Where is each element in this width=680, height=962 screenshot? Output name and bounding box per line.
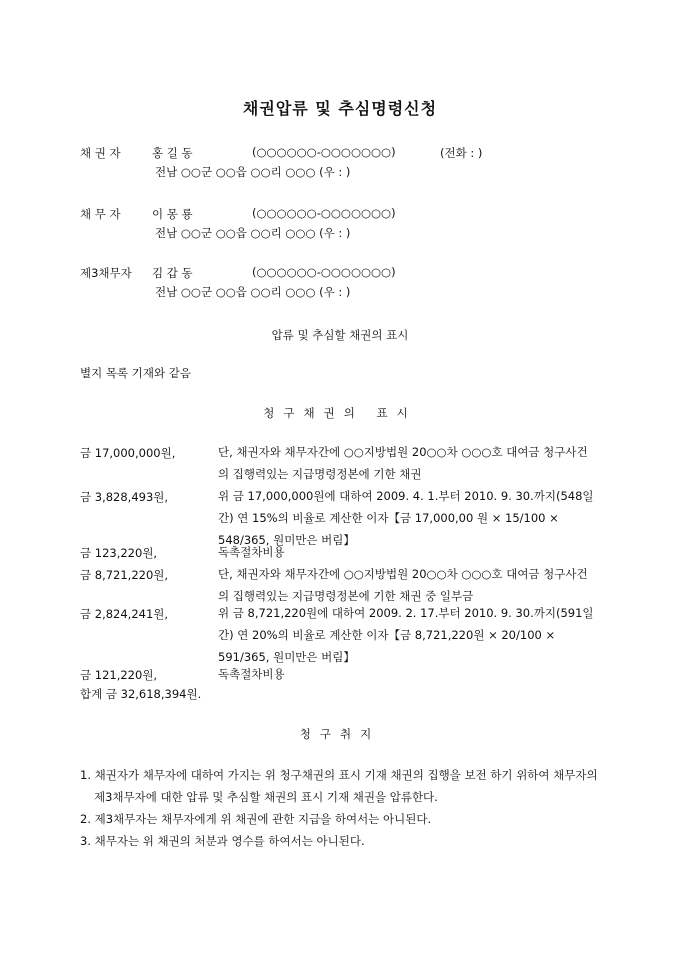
document-title: 채권압류 및 추심명령신청 — [242, 99, 438, 118]
claim-amount-6: 금 121,220원, — [80, 668, 158, 682]
purpose-list — [80, 764, 604, 852]
claim-amount-5: 금 2,824,241원, — [80, 607, 169, 621]
creditor-label: 채 권 자 — [80, 146, 121, 160]
debtor-label: 채 무 자 — [80, 207, 121, 221]
claim-amount-1: 금 17,000,000원, — [80, 446, 176, 460]
third-debtor-id: (○○○○○○-○○○○○○○) — [252, 265, 396, 279]
third-debtor-label: 제3채무자 — [80, 266, 132, 280]
claim-desc-4: 단, 채권자와 채무자간에 ○○지방법원 20○○차 ○○○호 대여금 청구사건의 집행력있는 지급명령정본에 기한 채권 중 일부금 — [218, 567, 588, 603]
purpose-heading: 청구취지 — [299, 727, 381, 741]
claim-amount-3: 금 123,220원, — [80, 546, 158, 560]
claim-amount-2: 금 3,828,493원, — [80, 490, 169, 504]
creditor-phone: (전화 : ) — [440, 146, 483, 160]
debtor-address: 전남 ○○군 ○○읍 ○○리 ○○○ (우 : ) — [155, 226, 351, 240]
purpose-item-2: 2. 제3채무자는 채무자에게 위 채권에 관한 지급을 하여서는 아니된다. — [80, 812, 432, 826]
claim-total: 합계 금 32,618,394원. — [80, 687, 202, 701]
claim-desc-2: 위 금 17,000,000원에 대하여 2009. 4. 1.부터 2010. 9. 30.까지(548일간) 연 15%의 비율로 계산한 이자【금 17,000,00 원 × 15/100 × 548/365, 원미만은 버림】 — [218, 489, 594, 547]
third-debtor-address: 전남 ○○군 ○○읍 ○○리 ○○○ (우 : ) — [155, 285, 351, 299]
debtor-name: 이 몽 룡 — [152, 207, 193, 221]
claim-heading: 청구채권의 표시 — [263, 406, 417, 420]
creditor-name: 홍 길 동 — [152, 146, 193, 160]
purpose-item-3: 3. 채무자는 위 채권의 처분과 영수를 하여서는 아니된다. — [80, 834, 365, 848]
claim-amount-4: 금 8,721,220원, — [80, 568, 169, 582]
third-debtor-name: 김 갑 동 — [152, 266, 193, 280]
seizure-text: 별지 목록 기재와 같음 — [80, 366, 191, 380]
creditor-id: (○○○○○○-○○○○○○○) — [252, 145, 396, 159]
claim-desc-5: 위 금 8,721,220원에 대하여 2009. 2. 17.부터 2010. 9. 30.까지(591일간) 연 20%의 비율로 계산한 이자【금 8,721,220원 × 20/100 × 591/365, 원미만은 버림】 — [218, 606, 594, 664]
seizure-heading: 압류 및 추심할 채권의 표시 — [271, 328, 409, 342]
purpose-item-1: 1. 채권자가 채무자에 대하여 가지는 위 청구채권의 표시 기재 채권의 집행을 보전 하기 위하여 채무자의 제3채무자에 대한 압류 및 추심할 채권의 표시 기재 채권을 압류한다. — [80, 768, 598, 804]
claim-desc-1: 단, 채권자와 채무자간에 ○○지방법원 20○○차 ○○○호 대여금 청구사건의 집행력있는 지급명령정본에 기한 채권 — [218, 445, 588, 481]
creditor-address: 전남 ○○군 ○○읍 ○○리 ○○○ (우 : ) — [155, 165, 351, 179]
claim-desc-3: 독촉절차비용 — [218, 545, 285, 559]
debtor-id: (○○○○○○-○○○○○○○) — [252, 206, 396, 220]
claim-desc-6: 독촉절차비용 — [218, 667, 285, 681]
